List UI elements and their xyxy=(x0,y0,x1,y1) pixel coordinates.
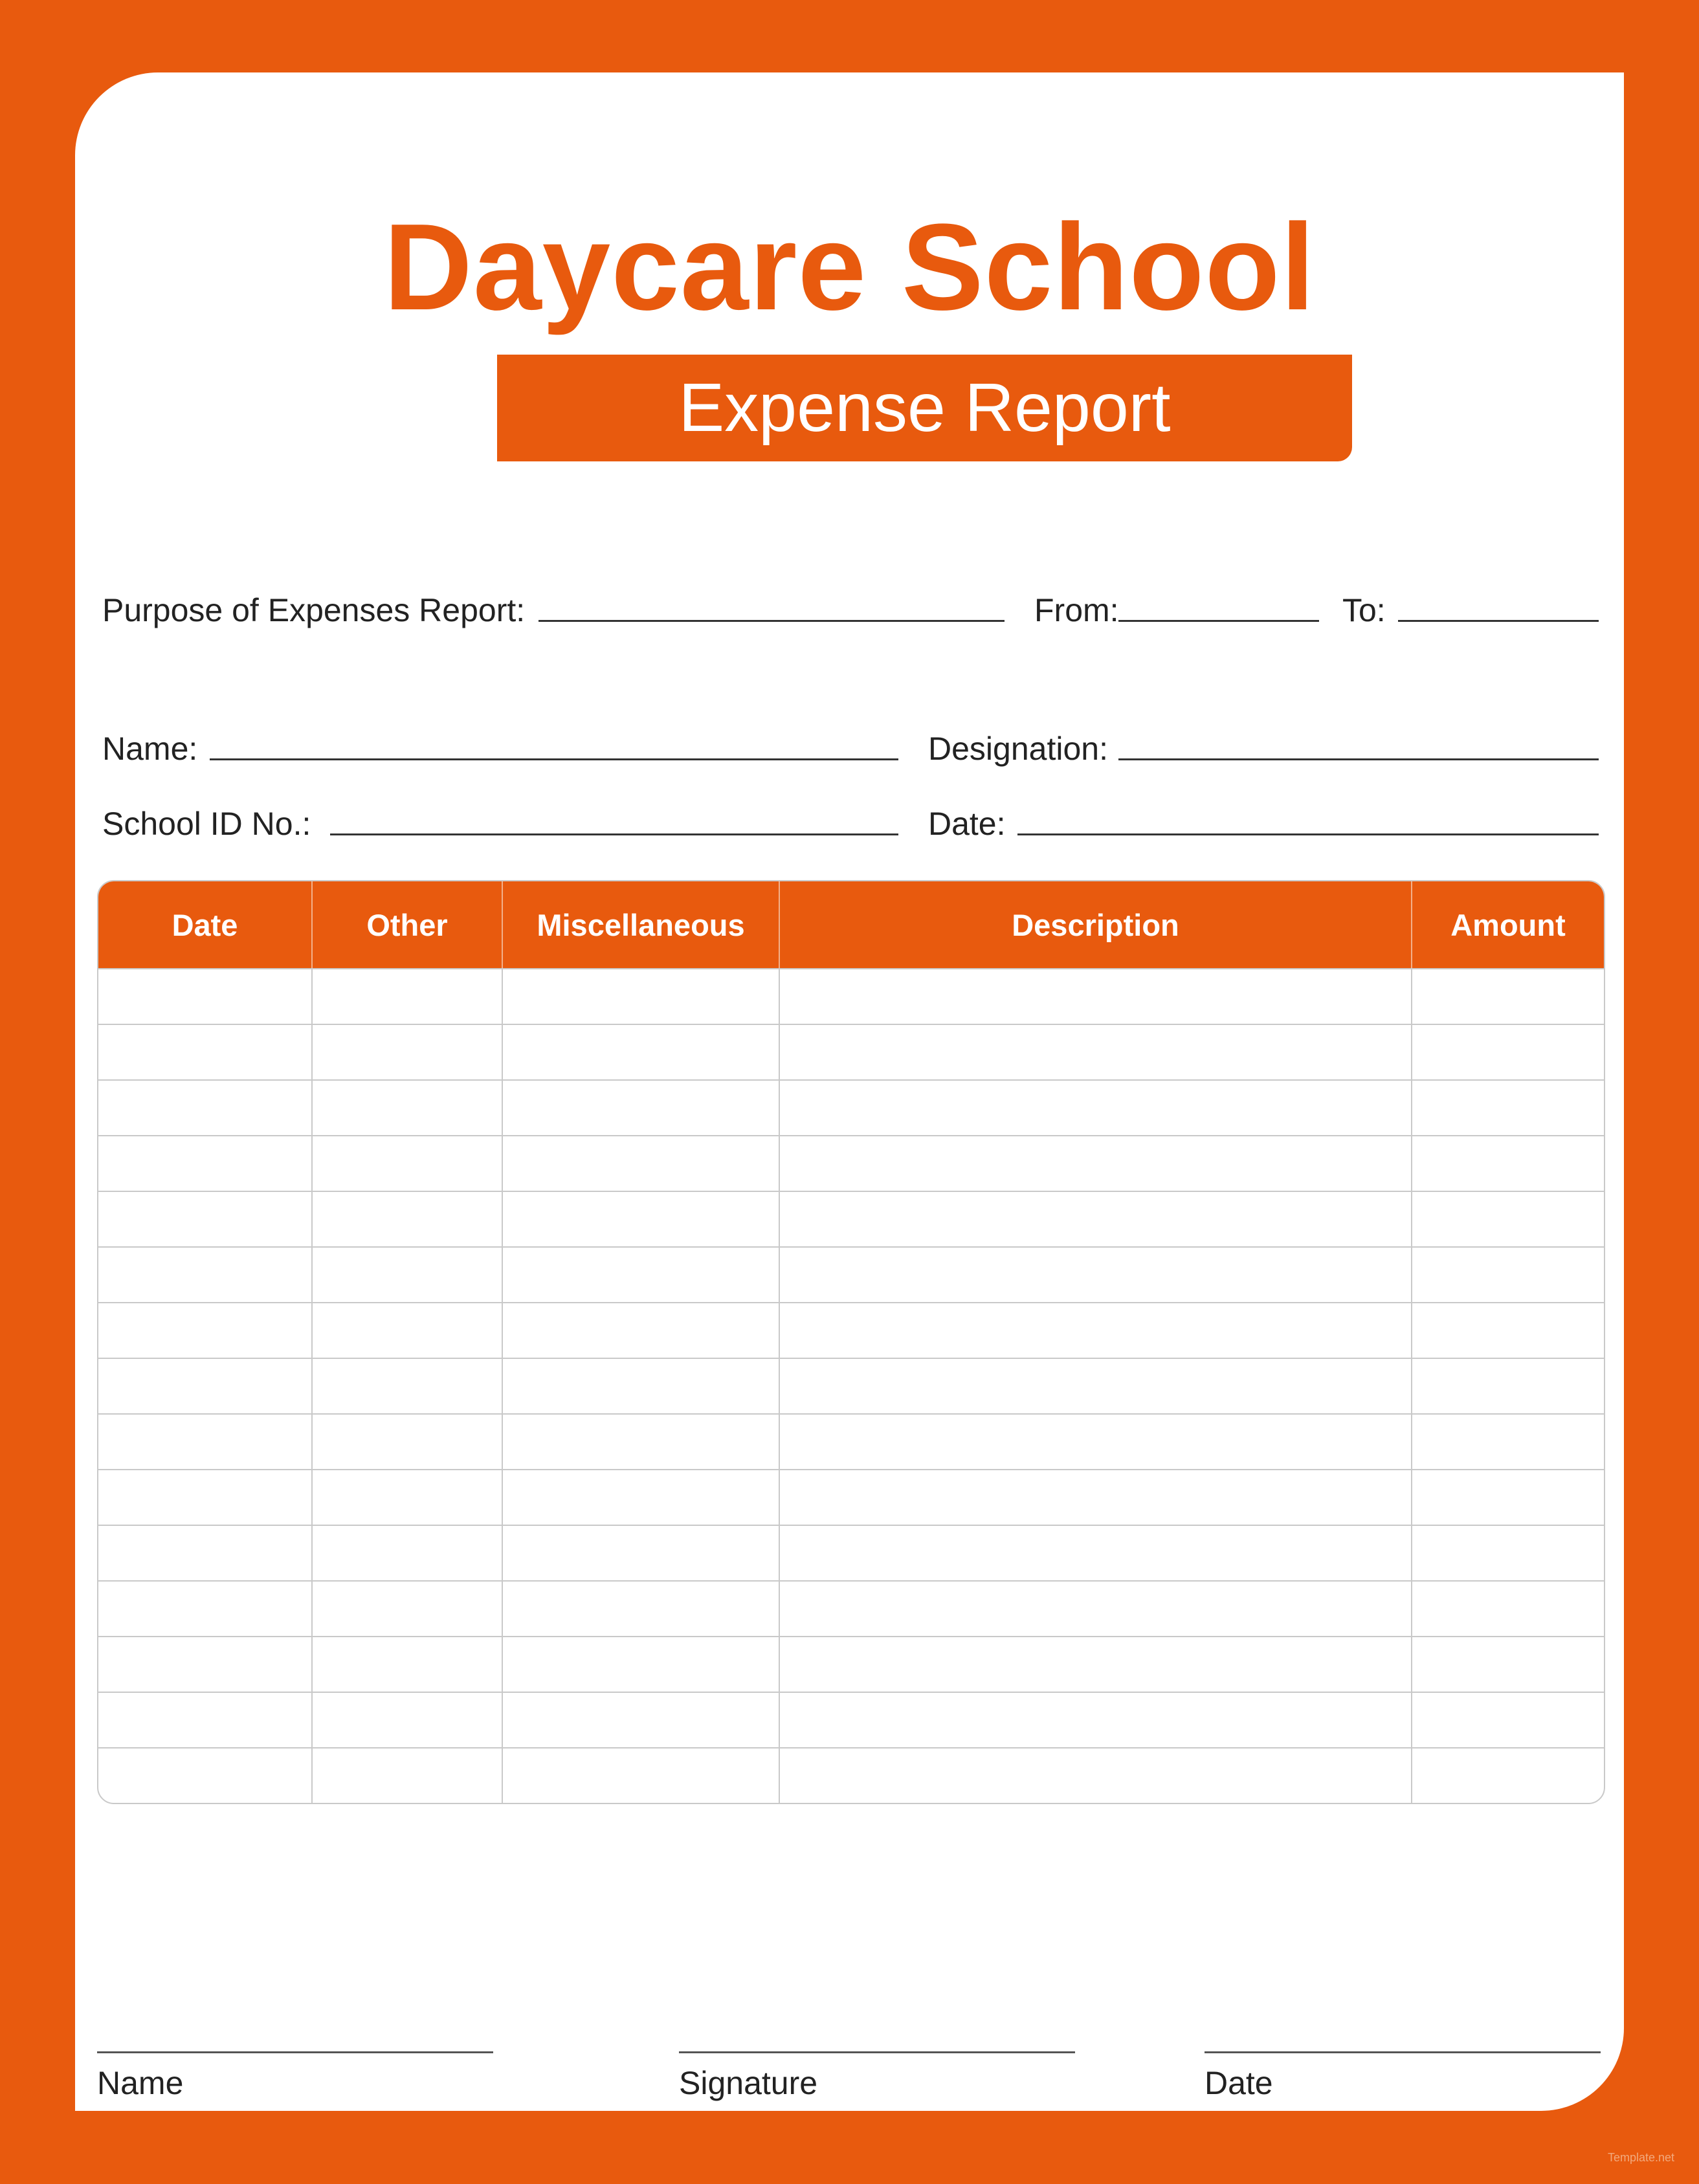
cell-amount[interactable] xyxy=(1412,1747,1604,1803)
cell-date[interactable] xyxy=(98,1692,313,1747)
cell-description[interactable] xyxy=(780,1135,1412,1191)
cell-date[interactable] xyxy=(98,1246,313,1302)
cell-miscellaneous[interactable] xyxy=(503,1191,780,1246)
cell-amount[interactable] xyxy=(1412,1246,1604,1302)
cell-miscellaneous[interactable] xyxy=(503,1469,780,1525)
cell-miscellaneous[interactable] xyxy=(503,1246,780,1302)
cell-miscellaneous[interactable] xyxy=(503,1692,780,1747)
cell-description[interactable] xyxy=(780,1302,1412,1358)
cell-description[interactable] xyxy=(780,1246,1412,1302)
cell-other[interactable] xyxy=(313,1079,503,1135)
cell-description[interactable] xyxy=(780,1747,1412,1803)
cell-amount[interactable] xyxy=(1412,1135,1604,1191)
signature-date-label: Date xyxy=(1205,2065,1273,2101)
cell-description[interactable] xyxy=(780,1358,1412,1413)
cell-date[interactable] xyxy=(98,1191,313,1246)
cell-miscellaneous[interactable] xyxy=(503,1413,780,1469)
cell-other[interactable] xyxy=(313,1747,503,1803)
cell-date[interactable] xyxy=(98,1302,313,1358)
cell-amount[interactable] xyxy=(1412,1024,1604,1079)
signature-label: Signature xyxy=(679,2065,818,2101)
cell-description[interactable] xyxy=(780,1024,1412,1079)
purpose-field[interactable] xyxy=(539,620,1005,622)
cell-amount[interactable] xyxy=(1412,1525,1604,1580)
cell-description[interactable] xyxy=(780,1692,1412,1747)
table-header-row xyxy=(98,881,1604,968)
expense-table-body xyxy=(98,968,1604,1803)
table-row xyxy=(98,1580,1604,1636)
cell-other[interactable] xyxy=(313,1191,503,1246)
cell-other[interactable] xyxy=(313,1358,503,1413)
cell-amount[interactable] xyxy=(1412,1636,1604,1692)
table-row xyxy=(98,1024,1604,1079)
cell-amount[interactable] xyxy=(1412,1580,1604,1636)
school-id-label: School ID No.: xyxy=(102,806,311,842)
table-row xyxy=(98,1413,1604,1469)
cell-amount[interactable] xyxy=(1412,1191,1604,1246)
cell-miscellaneous[interactable] xyxy=(503,1024,780,1079)
table-row xyxy=(98,1525,1604,1580)
cell-date[interactable] xyxy=(98,1636,313,1692)
column-header-date: Date xyxy=(98,881,313,968)
table-row xyxy=(98,1636,1604,1692)
to-field[interactable] xyxy=(1398,620,1599,622)
table-row xyxy=(98,1358,1604,1413)
cell-miscellaneous[interactable] xyxy=(503,968,780,1024)
watermark: Template.net xyxy=(1607,2151,1674,2164)
cell-description[interactable] xyxy=(780,968,1412,1024)
cell-other[interactable] xyxy=(313,1525,503,1580)
cell-description[interactable] xyxy=(780,1079,1412,1135)
table-row xyxy=(98,1079,1604,1135)
cell-description[interactable] xyxy=(780,1636,1412,1692)
cell-date[interactable] xyxy=(98,1079,313,1135)
signature-date-line[interactable] xyxy=(1205,2051,1601,2053)
cell-description[interactable] xyxy=(780,1525,1412,1580)
column-header-description: Description xyxy=(780,881,1412,968)
cell-description[interactable] xyxy=(780,1191,1412,1246)
column-header-other: Other xyxy=(313,881,503,968)
cell-miscellaneous[interactable] xyxy=(503,1747,780,1803)
table-row xyxy=(98,1302,1604,1358)
cell-date[interactable] xyxy=(98,1469,313,1525)
table-row xyxy=(98,1135,1604,1191)
cell-date[interactable] xyxy=(98,968,313,1024)
expense-table xyxy=(97,880,1605,1804)
date-label: Date: xyxy=(928,806,1006,842)
signature-name-label: Name xyxy=(97,2065,184,2101)
page-title: Daycare School xyxy=(383,199,1316,336)
table-row xyxy=(98,1692,1604,1747)
subtitle-banner: Expense Report xyxy=(497,355,1352,461)
cell-date[interactable] xyxy=(98,1413,313,1469)
cell-other[interactable] xyxy=(313,1580,503,1636)
cell-miscellaneous[interactable] xyxy=(503,1135,780,1191)
school-id-field[interactable] xyxy=(330,833,898,835)
cell-date[interactable] xyxy=(98,1135,313,1191)
to-label: To: xyxy=(1342,592,1386,628)
table-row xyxy=(98,1747,1604,1803)
table-row xyxy=(98,968,1604,1024)
cell-other[interactable] xyxy=(313,968,503,1024)
from-label: From: xyxy=(1034,592,1119,628)
cell-miscellaneous[interactable] xyxy=(503,1636,780,1692)
designation-field[interactable] xyxy=(1118,758,1599,760)
from-field[interactable] xyxy=(1118,620,1319,622)
cell-miscellaneous[interactable] xyxy=(503,1525,780,1580)
cell-date[interactable] xyxy=(98,1580,313,1636)
designation-label: Designation: xyxy=(928,731,1108,767)
cell-amount[interactable] xyxy=(1412,1413,1604,1469)
column-header-miscellaneous: Miscellaneous xyxy=(503,881,780,968)
date-field[interactable] xyxy=(1017,833,1599,835)
signature-line[interactable] xyxy=(679,2051,1075,2053)
cell-amount[interactable] xyxy=(1412,1469,1604,1525)
cell-other[interactable] xyxy=(313,1024,503,1079)
cell-other[interactable] xyxy=(313,1469,503,1525)
cell-other[interactable] xyxy=(313,1302,503,1358)
cell-date[interactable] xyxy=(98,1747,313,1803)
purpose-label: Purpose of Expenses Report: xyxy=(102,592,526,628)
cell-description[interactable] xyxy=(780,1580,1412,1636)
cell-amount[interactable] xyxy=(1412,1692,1604,1747)
cell-other[interactable] xyxy=(313,1246,503,1302)
cell-miscellaneous[interactable] xyxy=(503,1580,780,1636)
cell-amount[interactable] xyxy=(1412,1302,1604,1358)
cell-description[interactable] xyxy=(780,1469,1412,1525)
column-header-amount: Amount xyxy=(1412,881,1604,968)
name-field[interactable] xyxy=(210,758,898,760)
cell-description[interactable] xyxy=(780,1413,1412,1469)
cell-miscellaneous[interactable] xyxy=(503,1358,780,1413)
cell-date[interactable] xyxy=(98,1024,313,1079)
cell-other[interactable] xyxy=(313,1692,503,1747)
cell-miscellaneous[interactable] xyxy=(503,1302,780,1358)
table-row xyxy=(98,1246,1604,1302)
cell-date[interactable] xyxy=(98,1358,313,1413)
name-label: Name: xyxy=(102,731,198,767)
cell-amount[interactable] xyxy=(1412,1079,1604,1135)
cell-amount[interactable] xyxy=(1412,968,1604,1024)
cell-other[interactable] xyxy=(313,1135,503,1191)
cell-miscellaneous[interactable] xyxy=(503,1079,780,1135)
signature-name-line[interactable] xyxy=(97,2051,493,2053)
cell-amount[interactable] xyxy=(1412,1358,1604,1413)
table-row xyxy=(98,1469,1604,1525)
cell-other[interactable] xyxy=(313,1413,503,1469)
cell-date[interactable] xyxy=(98,1525,313,1580)
table-row xyxy=(98,1191,1604,1246)
cell-other[interactable] xyxy=(313,1636,503,1692)
